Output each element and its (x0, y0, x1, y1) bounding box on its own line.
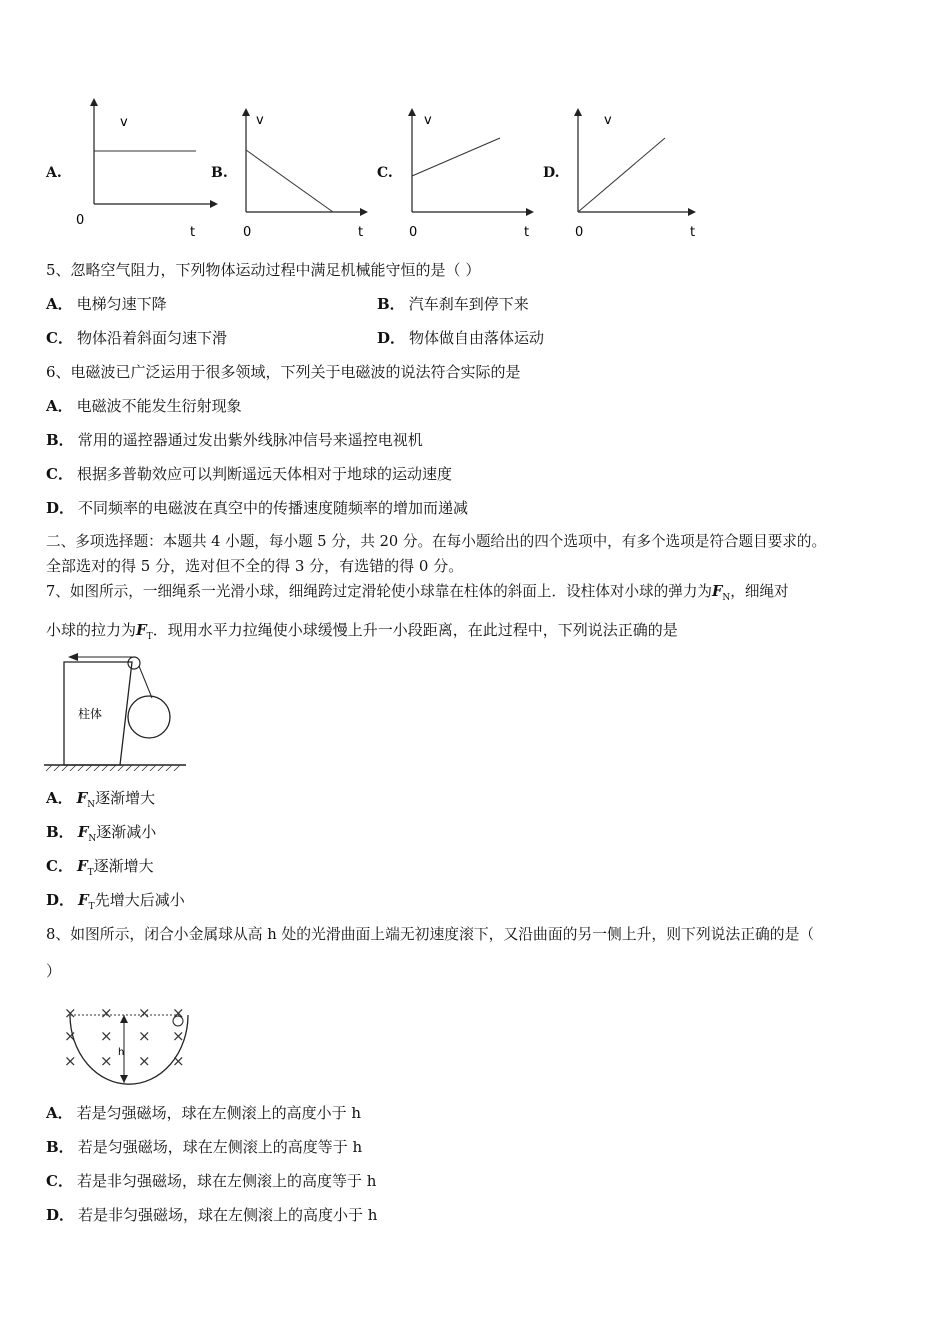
svg-text:×: × (138, 1052, 151, 1070)
q7-stem-line1 (46, 582, 789, 608)
q7-option-a-text: 逐渐增大 (95, 789, 156, 807)
svg-text:×: × (64, 1027, 77, 1045)
q7-stem-part2: ，细绳对 (730, 583, 789, 600)
q8-figure-label: h (118, 1047, 125, 1058)
q7-option-b (46, 822, 156, 849)
q7-stem-part3: 小球的拉力为 (46, 621, 137, 639)
svg-text:×: × (64, 1052, 77, 1070)
q7-option-b-sym: F (77, 823, 89, 841)
q5-option-b (377, 294, 529, 314)
q6-option-c (46, 464, 452, 484)
q8-stem-line1: 8、如图所示，闭合小金属球从高 h 处的光滑曲面上端无初速度滚下，又沿曲面的另一侧上升，则下列说法正确的是（ (46, 926, 815, 943)
q7-option-c-text: 逐渐增大 (93, 857, 154, 875)
graph-c-v-label: v (424, 113, 432, 128)
q7-option-c (46, 856, 154, 883)
q8-option-c (46, 1171, 376, 1191)
svg-text:×: × (138, 1004, 151, 1022)
q5-option-c-text: 物体沿着斜面匀速下滑 (76, 329, 227, 347)
q6-option-c-label: C． (46, 465, 73, 483)
q7-option-d-sym: F (78, 891, 89, 909)
q7-option-c-sym: F (76, 857, 88, 875)
q7-figure-label: 柱体 (78, 707, 103, 721)
q8-option-b-text: 若是匀强磁场，球在左侧滚上的高度等于 h (77, 1138, 363, 1156)
graph-a-label: A. (46, 165, 62, 181)
graph-b-origin: 0 (243, 225, 252, 240)
graph-d-t-label: t (690, 225, 696, 240)
q5-option-a-label: A． (46, 295, 73, 313)
graph-b-v-label: v (256, 113, 264, 128)
svg-text:×: × (100, 1004, 113, 1022)
svg-text:×: × (172, 1027, 185, 1045)
q6-option-d-label: D． (46, 499, 75, 517)
q7-option-c-sub: T (87, 868, 94, 878)
q8-option-c-label: C． (46, 1172, 73, 1190)
graph-d-label: D. (543, 165, 560, 181)
q8-option-d (46, 1205, 377, 1225)
q5-option-d-label: D． (377, 329, 406, 347)
q5-option-c-label: C． (46, 329, 73, 347)
q8-option-d-text: 若是非匀强磁场，球在左侧滚上的高度小于 h (78, 1206, 378, 1224)
q6-option-b-text: 常用的遥控器通过发出紫外线脉冲信号来遥控电视机 (77, 431, 423, 449)
graph-a-t-label: t (190, 225, 196, 240)
q7-ft-symbol: F (136, 621, 147, 639)
q7-option-d-text: 先增大后减小 (94, 891, 185, 909)
q6-option-d-text: 不同频率的电磁波在真空中的传播速度随频率的增加而递减 (78, 499, 469, 517)
q6-option-a-label: A． (46, 397, 73, 415)
q7-option-a-sym: F (76, 789, 88, 807)
q5-option-d-text: 物体做自由落体运动 (409, 329, 545, 347)
q7-option-d (46, 890, 185, 917)
svg-text:×: × (64, 1004, 77, 1022)
q7-option-b-label: B． (46, 823, 74, 841)
graph-c-origin: 0 (409, 225, 418, 240)
q5-stem: 5、忽略空气阻力，下列物体运动过程中满足机械能守恒的是（ ） (46, 261, 481, 279)
q7-stem-part4: ．现用水平力拉绳使小球缓慢上升一小段距离，在此过程中，下列说法正确的是 (152, 621, 678, 639)
q6-stem: 6、电磁波已广泛运用于很多领域，下列关于电磁波的说法符合实际的是 (46, 363, 521, 381)
q5-option-b-text: 汽车刹车到停下来 (408, 295, 529, 313)
q7-stem-part1: 7、如图所示，一细绳系一光滑小球，细绳跨过定滑轮使小球靠在柱体的斜面上．设柱体对小球的弹力为 (46, 583, 713, 600)
graph-c-t-label: t (524, 225, 530, 240)
graph-b-t-label: t (358, 225, 364, 240)
q7-option-a (46, 788, 155, 815)
q7-stem-line2 (46, 620, 678, 647)
q7-fn-sub: N (722, 592, 731, 603)
q6-option-d (46, 498, 468, 518)
q8-option-d-label: D． (46, 1206, 75, 1224)
graph-b (230, 106, 370, 241)
q7-option-a-sub: N (87, 800, 96, 810)
q8-option-a-label: A． (46, 1104, 73, 1122)
graph-a (68, 96, 218, 241)
graph-c-label: C. (377, 165, 393, 181)
q5-option-a (46, 294, 167, 314)
graph-a-origin: 0 (76, 213, 85, 228)
q6-option-b (46, 430, 423, 450)
q8-stem-line2: ） (46, 962, 62, 980)
graph-d-origin: 0 (575, 225, 584, 240)
graph-d-v-label: v (604, 113, 612, 128)
svg-text:×: × (100, 1027, 113, 1045)
q5-option-c (46, 328, 227, 348)
q7-option-b-text: 逐渐减小 (96, 823, 157, 841)
q7-fn-symbol: F (712, 583, 723, 600)
q5-option-a-text: 电梯匀速下降 (76, 295, 167, 313)
q8-option-c-text: 若是非匀强磁场，球在左侧滚上的高度等于 h (76, 1172, 377, 1190)
q8-option-b (46, 1137, 362, 1157)
svg-text:×: × (100, 1052, 113, 1070)
svg-text:×: × (172, 1004, 185, 1022)
q7-option-a-label: A． (46, 789, 73, 807)
graph-d (562, 106, 707, 241)
q7-figure (44, 650, 190, 775)
section2-line1: 二、多项选择题：本题共 4 小题，每小题 5 分，共 20 分。在每小题给出的四个选项中，有多个选项是符合题目要求的。 (46, 533, 827, 550)
q5-option-d (377, 328, 544, 348)
q8-figure (60, 1003, 200, 1088)
q6-option-b-label: B． (46, 431, 74, 449)
section2-line2: 全部选对的得 5 分，选对但不全的得 3 分，有选错的得 0 分。 (46, 557, 464, 575)
q8-option-b-label: B． (46, 1138, 74, 1156)
q6-option-a-text: 电磁波不能发生衍射现象 (76, 397, 242, 415)
q7-option-c-label: C． (46, 857, 73, 875)
graph-a-v-label: v (120, 115, 128, 130)
q7-option-b-sub: N (88, 834, 97, 844)
q7-option-d-label: D． (46, 891, 75, 909)
q7-ft-sub: T (146, 632, 153, 642)
svg-text:×: × (172, 1052, 185, 1070)
q7-option-d-sub: T (88, 902, 95, 912)
svg-text:×: × (138, 1027, 151, 1045)
q6-option-a (46, 396, 242, 416)
graph-b-label: B. (211, 165, 228, 181)
q5-option-b-label: B． (377, 295, 405, 313)
q8-option-a-text: 若是匀强磁场，球在左侧滚上的高度小于 h (76, 1104, 362, 1122)
q8-option-a (46, 1103, 361, 1123)
q6-option-c-text: 根据多普勒效应可以判断遥远天体相对于地球的运动速度 (76, 465, 452, 483)
graph-c (396, 106, 536, 241)
